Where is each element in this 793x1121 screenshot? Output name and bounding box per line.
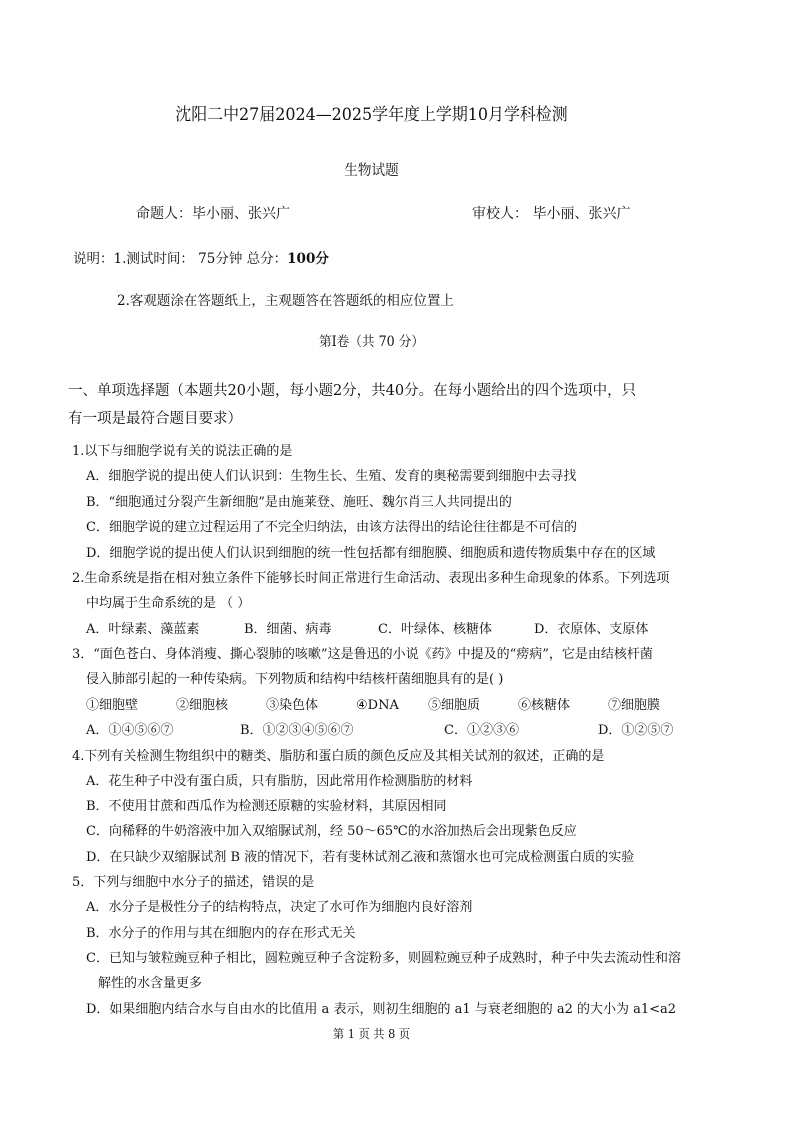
q1-option-b: B．“细胞通过分裂产生新细胞”是由施莱登、施旺、魏尔肖三人共同提出的 — [86, 495, 512, 510]
reviewer-line: 审校人： 毕小丽、张兴广 — [472, 206, 631, 222]
q2-option-d: D．衣原体、支原体 — [534, 622, 649, 637]
q2-option-c: C．叶绿体、核糖体 — [378, 622, 492, 637]
q1-option-d: D．细胞学说的提出使人们认识到细胞的统一性包括都有细胞膜、细胞质和遗传物质集中存在的区域 — [86, 546, 656, 561]
q1-stem: 1.以下与细胞学说有关的说法正确的是 — [72, 444, 293, 459]
section-heading-line-2: 有一项是最符合题目要求） — [68, 411, 242, 427]
q3-item: ⑥核糖体 — [518, 698, 571, 713]
instruction-line-2: 2.客观题涂在答题纸上，主观题答在答题纸的相应位置上 — [117, 293, 454, 309]
q4-option-c: C．向稀释的牛奶溶液中加入双缩脲试剂，经 50～65℃的水浴加热后会出现紫色反应 — [86, 824, 577, 839]
q4-option-a: A．花生种子中没有蛋白质，只有脂肪，因此常用作检测脂肪的材料 — [86, 774, 473, 789]
setter-line: 命题人：毕小丽、张兴广 — [136, 206, 290, 222]
part-title: 第Ⅰ卷（共 70 分） — [318, 334, 424, 350]
q1-option-a: A．细胞学说的提出使人们认识到：生物生长、生殖、发育的奥秘需要到细胞中去寻找 — [86, 469, 577, 484]
q3-stem-line-2: 侵入肺部引起的一种传染病。下列物质和结构中结核杆菌细胞具有的是( ) — [86, 672, 504, 687]
q3-item: ②细胞核 — [176, 698, 229, 713]
q2-option-b: B．细菌、病毒 — [244, 622, 332, 637]
instruction-line-1 — [73, 250, 329, 268]
instruction-time: 说明：1.测试时间： 75分钟 总分： — [73, 251, 288, 267]
q3-option-d: D．①②⑤⑦ — [598, 723, 674, 738]
subject-title: 生物试题 — [344, 163, 399, 179]
q2-stem-line-2: 中均属于生命系统的是 （ ） — [86, 596, 251, 611]
q3-item: ①细胞壁 — [86, 698, 139, 713]
q3-item: ④DNA — [356, 698, 399, 713]
q3-item: ⑤细胞质 — [428, 698, 481, 713]
q3-item: ⑦细胞膜 — [608, 698, 661, 713]
q3-stem-line-1: 3．“面色苍白、身体消瘦、撕心裂肺的咳嗽”这是鲁迅的小说《药》中提及的“痨病”，它是由结核杆菌 — [72, 647, 653, 662]
q4-option-d: D．在只缺少双缩脲试剂 B 液的情况下，若有斐林试剂乙液和蒸馏水也可完成检测蛋白质的实验 — [86, 850, 635, 865]
q3-option-c: C．①②③⑥ — [444, 723, 519, 738]
q5-option-c-line-2: 解性的水含量更多 — [98, 976, 203, 991]
q5-option-a: A．水分子是极性分子的结构特点，决定了水可作为细胞内良好溶剂 — [86, 900, 473, 915]
q3-item: ③染色体 — [266, 698, 319, 713]
q2-option-a: A．叶绿素、藻蓝素 — [86, 622, 200, 637]
q3-option-a: A．①④⑤⑥⑦ — [86, 723, 174, 738]
q5-option-c-line-1: C．已知与皱粒豌豆种子相比，圆粒豌豆种子含淀粉多，则圆粒豌豆种子成熟时，种子中失去流动性和溶 — [86, 951, 681, 966]
q2-stem-line-1: 2.生命系统是指在相对独立条件下能够长时间正常进行生命活动、表现出多种生命现象的体系。下列选项 — [72, 571, 670, 586]
q5-option-b: B．水分子的作用与其在细胞内的存在形式无关 — [86, 926, 356, 941]
instruction-total-score: 100分 — [287, 251, 329, 267]
q1-option-c: C．细胞学说的建立过程运用了不完全归纳法，由该方法得出的结论往往都是不可信的 — [86, 520, 577, 535]
q5-stem: 5．下列与细胞中水分子的描述，错误的是 — [72, 875, 315, 890]
q3-option-b: B．①②③④⑤⑥⑦ — [240, 723, 354, 738]
page-footer: 第 1 页 共 8 页 — [332, 1027, 411, 1041]
q4-stem: 4.下列有关检测生物组织中的糖类、脂肪和蛋白质的颜色反应及其相关试剂的叙述，正确的是 — [72, 749, 605, 764]
exam-title: 沈阳二中27届2024—2025学年度上学期10月学科检测 — [175, 105, 568, 125]
q5-option-d: D．如果细胞内结合水与自由水的比值用 a 表示，则初生细胞的 a1 与衰老细胞的 a2 的大小为 a1<a2 — [86, 1002, 677, 1017]
q4-option-b: B．不使用甘蔗和西瓜作为检测还原糖的实验材料，其原因相同 — [86, 799, 447, 814]
section-heading-line-1: 一、单项选择题（本题共20小题，每小题2分，共40分。在每小题给出的四个选项中，只 — [68, 383, 637, 399]
